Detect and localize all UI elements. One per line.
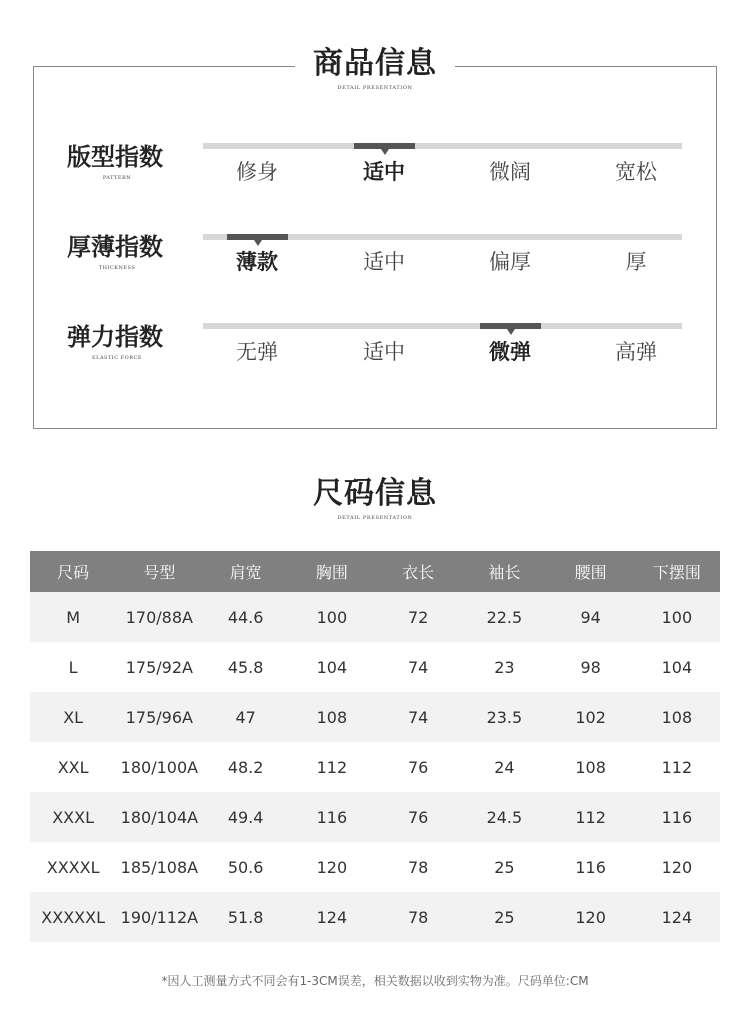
size-table-header: 腰围	[548, 551, 634, 592]
index-option: 薄款	[236, 250, 278, 274]
table-cell: 116	[634, 792, 720, 842]
table-cell: 76	[375, 742, 461, 792]
table-cell: XXXXXL	[30, 892, 116, 942]
size-table-header: 尺码	[30, 551, 116, 592]
size-footnote: *因人工测量方式不同会有1-3CM误差，相关数据以收到实物为准。尺码单位:CM	[161, 974, 589, 988]
index-label-sub: ELASTIC FORCE	[91, 355, 143, 361]
table-cell: 175/96A	[116, 692, 202, 742]
table-cell: 23.5	[461, 692, 547, 742]
table-cell: 190/112A	[116, 892, 202, 942]
table-cell: 120	[634, 842, 720, 892]
index-label	[67, 142, 167, 182]
size-table-header: 号型	[116, 551, 202, 592]
table-cell: 98	[548, 642, 634, 692]
table-cell: M	[30, 592, 116, 642]
size-table-header: 袖长	[461, 551, 547, 592]
table-cell: 24	[461, 742, 547, 792]
table-cell: 112	[634, 742, 720, 792]
index-marker	[354, 143, 415, 149]
size-info-subtitle: DETAIL PRESENTATION	[337, 515, 413, 521]
table-row	[30, 792, 720, 842]
table-cell: 76	[375, 792, 461, 842]
table-cell: 116	[289, 792, 375, 842]
table-cell: 108	[289, 692, 375, 742]
size-info-title: 尺码信息	[313, 476, 437, 511]
size-table-header: 下摆围	[634, 551, 720, 592]
index-marker	[227, 234, 288, 240]
table-row	[30, 642, 720, 692]
table-cell: 175/92A	[116, 642, 202, 692]
table-cell: 180/104A	[116, 792, 202, 842]
table-cell: XXXXL	[30, 842, 116, 892]
table-cell: 124	[634, 892, 720, 942]
table-cell: 45.8	[203, 642, 289, 692]
table-cell: 49.4	[203, 792, 289, 842]
table-cell: 51.8	[203, 892, 289, 942]
table-cell: 74	[375, 692, 461, 742]
index-option: 修身	[236, 160, 278, 184]
index-track	[203, 323, 682, 329]
size-info-heading	[0, 476, 750, 523]
table-cell: 47	[203, 692, 289, 742]
table-cell: 94	[548, 592, 634, 642]
table-cell: 74	[375, 642, 461, 692]
table-cell: 22.5	[461, 592, 547, 642]
product-info-title: 商品信息	[313, 46, 437, 81]
size-table	[30, 551, 720, 942]
table-cell: 170/88A	[116, 592, 202, 642]
table-cell: 120	[548, 892, 634, 942]
table-cell: 185/108A	[116, 842, 202, 892]
index-option: 微弹	[489, 340, 531, 364]
index-label-sub: THICKNESS	[98, 265, 136, 271]
index-option: 厚	[625, 250, 647, 274]
table-cell: 108	[548, 742, 634, 792]
table-row	[30, 742, 720, 792]
table-cell: 44.6	[203, 592, 289, 642]
table-cell: XXL	[30, 742, 116, 792]
index-option: 无弹	[236, 340, 278, 364]
index-option: 适中	[363, 340, 405, 364]
index-option: 适中	[363, 250, 405, 274]
table-cell: 102	[548, 692, 634, 742]
table-cell: 25	[461, 892, 547, 942]
table-cell: 180/100A	[116, 742, 202, 792]
table-cell: 25	[461, 842, 547, 892]
size-table-header: 衣长	[375, 551, 461, 592]
table-cell: 78	[375, 842, 461, 892]
index-row-fit	[0, 142, 750, 212]
index-label-text: 弹力指数	[67, 323, 163, 351]
index-label	[67, 232, 167, 272]
index-label-text: 版型指数	[67, 143, 163, 171]
table-cell: 112	[289, 742, 375, 792]
table-cell: 48.2	[203, 742, 289, 792]
table-cell: 78	[375, 892, 461, 942]
table-cell: 112	[548, 792, 634, 842]
index-option: 偏厚	[489, 250, 531, 274]
index-option: 适中	[363, 160, 405, 184]
index-option: 微阔	[489, 160, 531, 184]
index-option: 宽松	[615, 160, 657, 184]
index-label-sub: PATTERN	[102, 175, 132, 181]
table-cell: 104	[289, 642, 375, 692]
index-track	[203, 143, 682, 149]
table-cell: XXXL	[30, 792, 116, 842]
table-cell: XL	[30, 692, 116, 742]
table-cell: 108	[634, 692, 720, 742]
table-row	[30, 892, 720, 942]
product-info-subtitle: DETAIL PRESENTATION	[337, 85, 413, 91]
size-table-header: 肩宽	[203, 551, 289, 592]
table-cell: 104	[634, 642, 720, 692]
index-row-elastic	[0, 322, 750, 392]
table-cell: 116	[548, 842, 634, 892]
index-label-text: 厚薄指数	[67, 233, 163, 261]
product-info-heading	[0, 46, 750, 93]
table-row	[30, 592, 720, 642]
table-cell: 100	[289, 592, 375, 642]
index-marker	[480, 323, 541, 329]
index-option: 高弹	[615, 340, 657, 364]
table-cell: L	[30, 642, 116, 692]
table-cell: 124	[289, 892, 375, 942]
size-table-header-row	[30, 551, 720, 592]
table-cell: 50.6	[203, 842, 289, 892]
table-cell: 24.5	[461, 792, 547, 842]
table-row	[30, 842, 720, 892]
table-cell: 72	[375, 592, 461, 642]
size-table-header: 胸围	[289, 551, 375, 592]
index-track	[203, 234, 682, 240]
table-cell: 100	[634, 592, 720, 642]
index-row-thickness	[0, 232, 750, 302]
table-cell: 120	[289, 842, 375, 892]
table-cell: 23	[461, 642, 547, 692]
table-row	[30, 692, 720, 742]
index-label	[67, 322, 167, 362]
